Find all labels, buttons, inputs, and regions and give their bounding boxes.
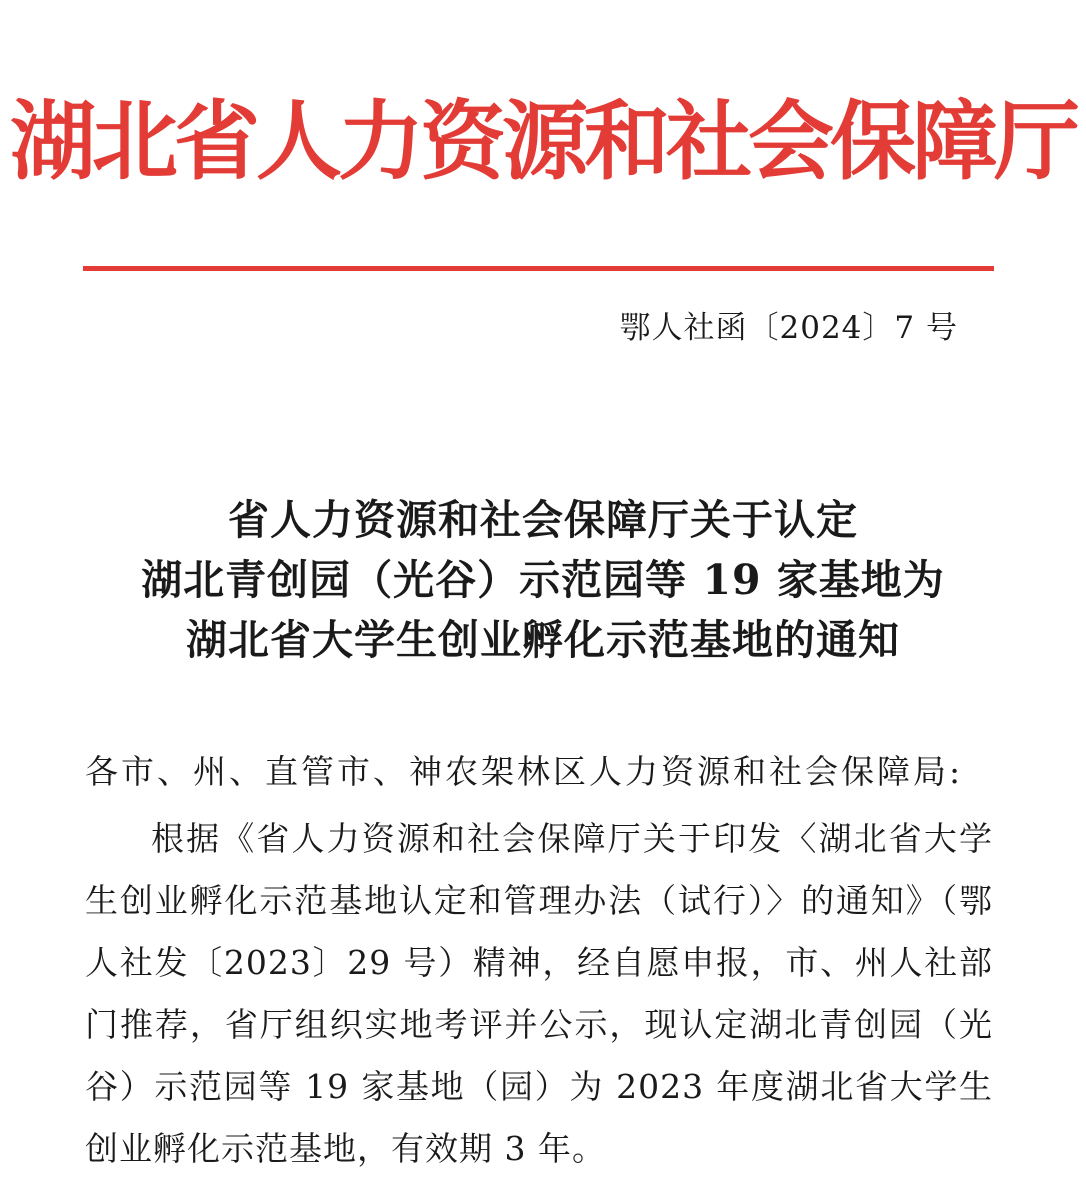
title-line-1: 省人力资源和社会保障厅关于认定	[228, 496, 858, 544]
title-line-3: 湖北省大学生创业孵化示范基地的通知	[186, 616, 900, 664]
title-line-2: 湖北青创园（光谷）示范园等 19 家基地为	[141, 556, 945, 604]
document-title	[0, 490, 1086, 670]
salutation: 各市、州、直管市、神农架林区人力资源和社会保障局:	[85, 752, 964, 791]
body-paragraph: 根据《省人力资源和社会保障厅关于印发〈湖北省大学生创业孵化示范基地认定和管理办法（试行）〉的通知》（鄂人社发〔2023〕29 号）精神，经自愿申报，市、州人社部门推荐，省厅组织实地考评并公示，现认定湖北青创园（光谷）示范园等 19 家基地（园）为 2023 年度湖北省大学生创业孵化示范基地，有效期 3 年。	[85, 819, 993, 1168]
document-number: 鄂人社函〔2024〕7 号	[619, 310, 958, 346]
red-divider-line	[83, 266, 994, 271]
issuer-masthead: 湖北省人力资源和社会保障厅	[10, 91, 1076, 192]
